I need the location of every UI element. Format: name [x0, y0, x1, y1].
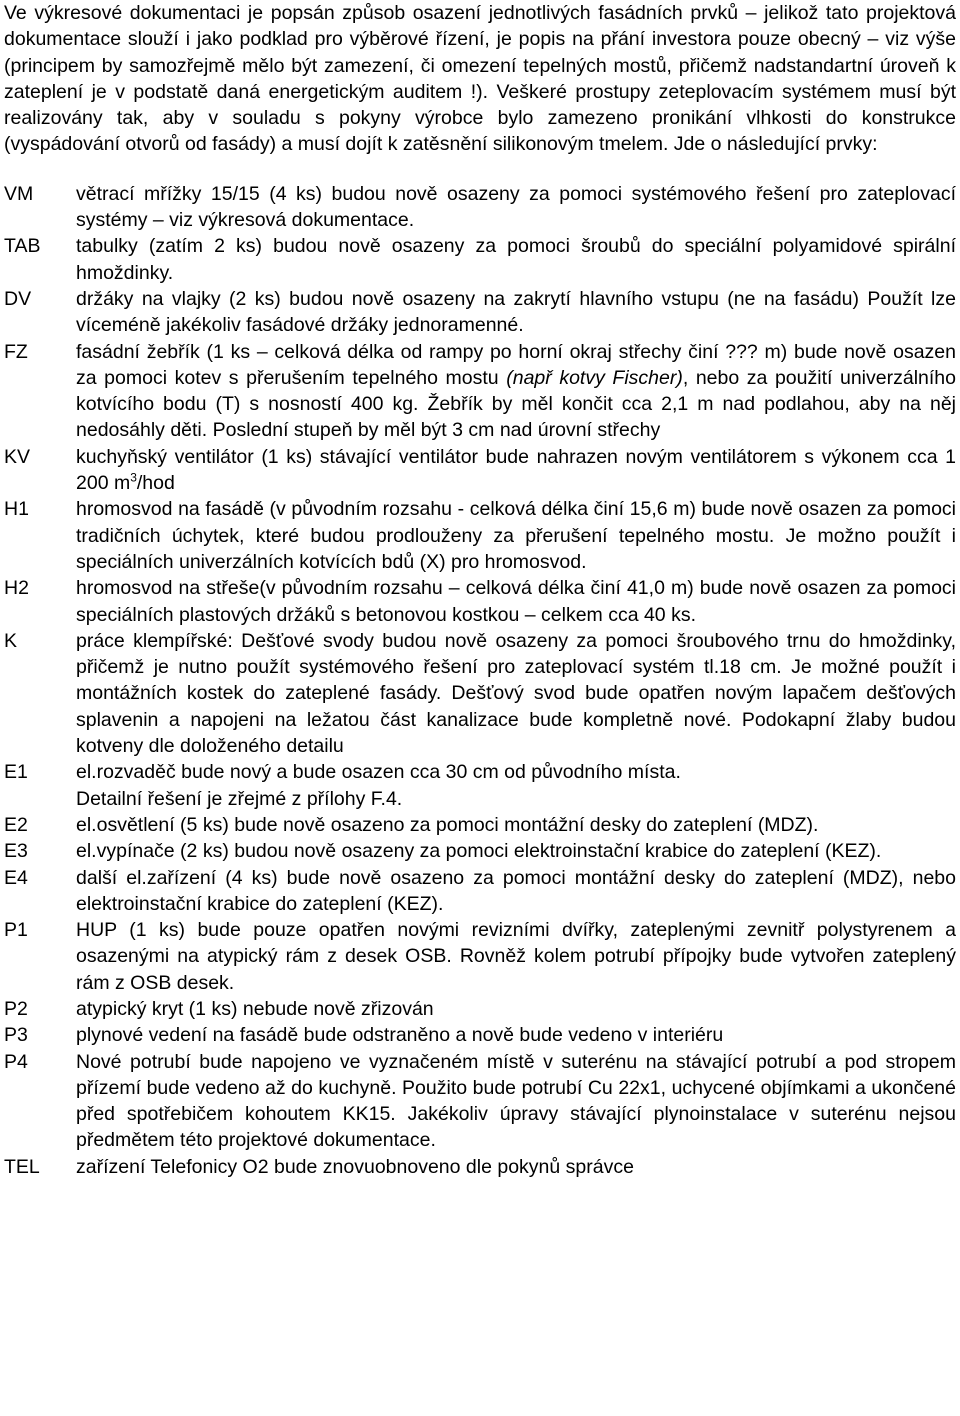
item-text: práce klempířské: Dešťové svody budou nově osazeny za pomoci šroubového trnu do hmoždinky, přičemž je nutno použít systémového řešení pro zateplovací systém tl.18 cm. Je možné použít i montážních kostek do zateplené fasády. Dešťový svod bude opatřen novým lapačem dešťových splavenin a napojeni na ležatou část kanalizace bude kompletně nové. Podokapní žlaby budou kotveny dle doloženého detailu — [76, 629, 956, 758]
item-code: E3 — [4, 840, 28, 863]
item-description — [76, 575, 956, 628]
list-item-p1 — [4, 917, 956, 996]
item-code: DV — [4, 287, 32, 310]
item-text: atypický kryt (1 ks) nebude nově zřizován — [76, 997, 434, 1020]
item-text: el.rozvaděč bude nový a bude osazen cca 30 cm od původního místa. — [76, 761, 681, 784]
item-description — [76, 812, 956, 838]
item-text-part: /hod — [136, 472, 175, 495]
list-item-p2 — [4, 996, 956, 1022]
item-description — [76, 628, 956, 759]
item-text: hromosvod na fasádě (v původním rozsahu - celková délka činí 15,6 m) bude nově osazen za pomoci tradičních úchytek, které budou prodlouženy za přerušení tepelného mostu. Je možno použít i speciálních univerzálních kotvících bdů (X) pro hromosvod. — [76, 498, 956, 573]
list-item-tab — [4, 233, 956, 286]
item-code: KV — [4, 445, 31, 468]
item-text: el.osvětlení (5 ks) bude nově osazeno za pomoci montážní desky do zateplení (MDZ). — [76, 813, 819, 836]
item-code: P3 — [4, 1024, 28, 1047]
list-item-e4 — [4, 865, 956, 918]
item-description — [76, 181, 956, 234]
item-text: větrací mřížky 15/15 (4 ks) budou nově osazeny za pomoci systémového řešení pro zateplovací systémy – viz výkresová dokumentace. — [76, 182, 956, 232]
item-description — [76, 444, 956, 497]
element-list — [4, 181, 956, 1180]
intro-paragraph: Ve výkresové dokumentaci je popsán způsob osazení jednotlivých fasádních prvků – jelikož tato projektová dokumentace slouží i jako podklad pro výběrové řízení, je popis na přání investora pouze obecný – viz výše (principem by samozřejmě mělo být zamezení, či omezení tepelných mostů, přičemž nadstandartní úroveň k zateplení je v podstatě daná energetickým auditem !). Veškeré prostupy zeteplovacím systémem musí být realizovány tak, aby v souladu s pokyny výrobce bylo zamezeno pronikání vlhkosti do konstrukce (vyspádování otvorů od fasády) a musí dojít k zatěsnění silikonovým tmelem. Jde o následující prvky: — [4, 2, 956, 156]
list-item-e2 — [4, 812, 956, 838]
item-text-part: fasádní žebřík (1 ks – celková délka od rampy po horní okraj střechy činí ??? m) bude nově osazen za pomoci kotev s přerušením tepelného mostu — [76, 340, 956, 389]
item-code: P1 — [4, 919, 28, 942]
item-description — [76, 865, 956, 918]
item-text: HUP (1 ks) bude pouze opatřen novými revizními dvířky, zateplenými zevnitř polystyrenem a osazenými na atypický rám z desek OSB. Rovněž kolem potrubí přípojky bude vytvořen zateplený rám z OSB desek. — [76, 919, 956, 994]
item-code: H2 — [4, 577, 29, 600]
list-item-vm — [4, 181, 956, 234]
item-text: hromosvod na střeše(v původním rozsahu – celková délka činí 41,0 m) bude nově osazen za pomoci speciálních plastových držáků s betonovou kostkou – celkem cca 40 ks. — [76, 577, 956, 626]
list-item-p4 — [4, 1049, 956, 1154]
item-text: tabulky (zatím 2 ks) budou nově osazeny za pomoci šroubů do speciální polyamidové spirální hmoždinky. — [76, 235, 956, 284]
item-description — [76, 838, 956, 864]
item-text — [76, 339, 956, 444]
item-text-part: kuchyňský ventilátor (1 ks) stávající ventilátor bude nahrazen novým ventilátorem s výkonem cca 1 200 m — [76, 445, 956, 495]
item-code: H1 — [4, 498, 29, 521]
item-description — [76, 1154, 956, 1180]
item-text — [76, 444, 956, 497]
list-item-tel — [4, 1154, 956, 1180]
item-code: E4 — [4, 866, 28, 889]
item-code: K — [4, 629, 18, 652]
item-text: zařízení Telefonicy O2 bude znovuobnoveno dle pokynů správce — [76, 1155, 634, 1178]
item-description — [76, 233, 956, 286]
superscript: 3 — [130, 470, 137, 485]
list-item-e1 — [4, 759, 956, 812]
item-description — [76, 286, 956, 339]
item-code: E2 — [4, 813, 28, 836]
list-item-e3 — [4, 838, 956, 864]
item-code: E1 — [4, 761, 28, 784]
item-code: P4 — [4, 1050, 28, 1073]
item-code: FZ — [4, 340, 28, 363]
list-item-p3 — [4, 1022, 956, 1048]
list-item-fz — [4, 339, 956, 444]
item-description — [76, 496, 956, 575]
item-text: Nové potrubí bude napojeno ve vyznačeném místě v suterénu na stávající potrubí a pod stropem přízemí bude vedeno až do kuchyně. Použito bude potrubí Cu 22x1, uchycené objímkami a ukončené před spotřebičem kohoutem KK15. Jakékoliv úpravy stávající plynoinstalace v suterénu nejsou předmětem této projektové dokumentace. — [76, 1050, 956, 1152]
list-item-h1 — [4, 496, 956, 575]
item-code: VM — [4, 182, 34, 205]
item-description — [76, 1022, 956, 1048]
item-text-part: , nebo za použití univerzálního kotvícího bodu (T) s nosností 400 kg. Žebřík by měl končit cca 2,1 m nad podlahou, aby na něj nedosáhly děti. Poslední stupeň by měl být 3 cm nad úrovní střechy — [76, 366, 956, 442]
item-text-italic: (např kotvy Fischer) — [506, 366, 683, 389]
item-description — [76, 996, 956, 1022]
item-text: plynové vedení na fasádě bude odstraněno a nově bude vedeno v interiéru — [76, 1024, 724, 1047]
item-text: el.vypínače (2 ks) budou nově osazeny za pomoci elektroinstační krabice do zateplení (KEZ). — [76, 840, 882, 863]
list-item-h2 — [4, 575, 956, 628]
item-description — [76, 339, 956, 444]
item-description — [76, 759, 956, 812]
list-item-dv — [4, 286, 956, 339]
item-description — [76, 917, 956, 996]
item-code: TEL — [4, 1155, 40, 1178]
list-item-k — [4, 628, 956, 759]
item-code: TAB — [4, 235, 41, 258]
item-text: Detailní řešení je zřejmé z přílohy F.4. — [76, 787, 403, 810]
item-description — [76, 1049, 956, 1154]
item-text: další el.zařízení (4 ks) bude nově osazeno za pomoci montážní desky do zateplení (MDZ), nebo elektroinstační krabice do zateplení (KEZ). — [76, 866, 956, 915]
item-code: P2 — [4, 997, 28, 1020]
list-item-kv — [4, 444, 956, 497]
item-text: držáky na vlajky (2 ks) budou nově osazeny na zakrytí hlavního vstupu (ne na fasádu) Použít lze víceméně jakékoliv fasádové držáky jednoramenné. — [76, 287, 956, 337]
